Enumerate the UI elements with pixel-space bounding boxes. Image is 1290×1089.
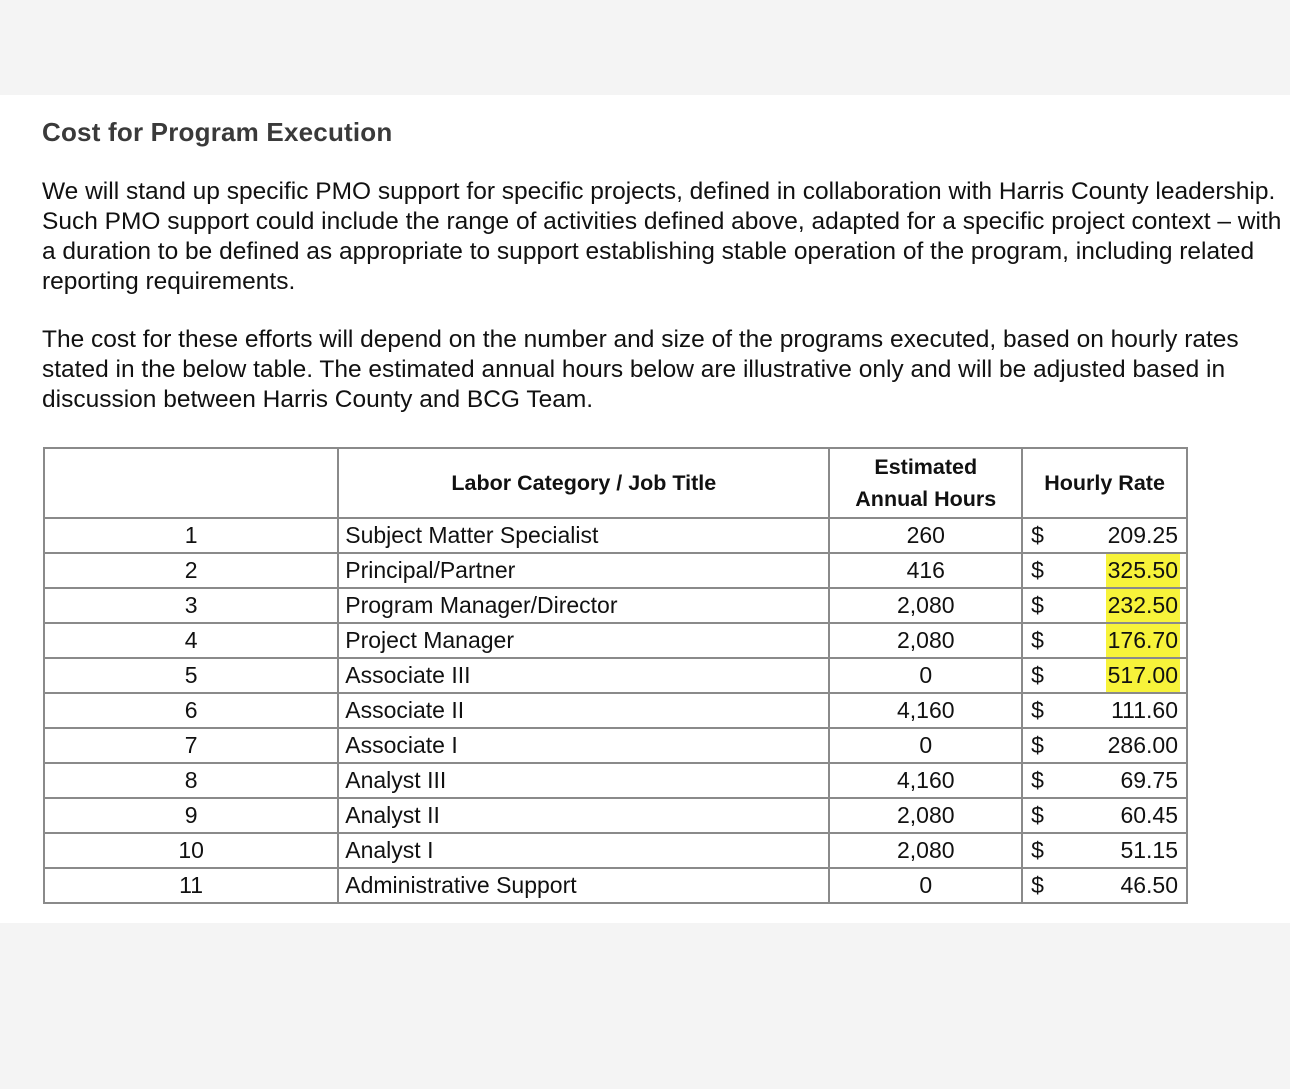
highlighted-rate-amount: 176.70 [1106,624,1180,657]
job-title-cell: Associate III [338,658,829,693]
row-number: 4 [44,623,338,658]
table-row [44,588,1187,623]
row-number: 5 [44,658,338,693]
annual-hours-cell: 0 [829,658,1022,693]
table-row [44,693,1187,728]
hourly-rate-cell [1022,588,1187,623]
currency-symbol: $ [1031,802,1044,828]
row-number: 10 [44,833,338,868]
intro-paragraph: We will stand up specific PMO support for specific projects, defined in collaboration with Harris County leadership. Such PMO support could include the range of activities defined above, adapted for a specific project context – with a duration to be defined as appropriate to support establishing stable operation of the program, including related reporting requirements. [42,178,1282,295]
hourly-rate-cell [1022,553,1187,588]
row-number: 3 [44,588,338,623]
row-number: 7 [44,728,338,763]
row-number: 6 [44,693,338,728]
hourly-rate-cell [1022,868,1187,903]
job-title-cell: Principal/Partner [338,553,829,588]
annual-hours-cell: 416 [829,553,1022,588]
currency-symbol: $ [1031,697,1044,723]
hourly-rate-cell [1022,658,1187,693]
annual-hours-cell: 2,080 [829,623,1022,658]
annual-hours-cell: 260 [829,518,1022,553]
annual-hours-cell: 4,160 [829,693,1022,728]
currency-symbol: $ [1031,767,1044,793]
rate-amount: 209.25 [1107,522,1178,548]
currency-symbol: $ [1031,872,1044,898]
table-row [44,728,1187,763]
currency-symbol: $ [1031,662,1044,688]
job-title-cell: Associate I [338,728,829,763]
job-title-cell: Analyst I [338,833,829,868]
cost-paragraph: The cost for these efforts will depend on the number and size of the programs executed, based on hourly rates stated in the below table. The estimated annual hours below are illustrative only and will be adjusted based in discussion between Harris County and BCG Team. [42,326,1239,413]
annual-hours-cell: 0 [829,868,1022,903]
job-title-cell: Program Manager/Director [338,588,829,623]
table-row [44,763,1187,798]
hourly-rate-cell [1022,728,1187,763]
currency-symbol: $ [1031,592,1044,618]
number-column-header [44,448,338,518]
row-number: 8 [44,763,338,798]
job-title-cell: Analyst II [338,798,829,833]
highlighted-rate-amount: 325.50 [1106,554,1180,587]
job-title-cell: Project Manager [338,623,829,658]
rate-amount: 60.45 [1120,802,1178,828]
hourly-rate-column-header: Hourly Rate [1022,448,1187,518]
row-number: 11 [44,868,338,903]
annual-hours-cell: 2,080 [829,798,1022,833]
section-heading: Cost for Program Execution [42,117,393,147]
table-row [44,518,1187,553]
highlighted-rate-amount: 517.00 [1106,659,1180,692]
hourly-rate-cell [1022,693,1187,728]
currency-symbol: $ [1031,627,1044,653]
rate-amount: 46.50 [1120,872,1178,898]
hourly-rate-cell [1022,798,1187,833]
rate-amount: 111.60 [1111,697,1178,723]
annual-hours-cell: 4,160 [829,763,1022,798]
annual-hours-cell: 2,080 [829,588,1022,623]
table-header-row [44,448,1187,518]
annual-hours-column-header: Estimated Annual Hours [829,448,1022,518]
hourly-rate-cell [1022,833,1187,868]
table-row [44,798,1187,833]
currency-symbol: $ [1031,557,1044,583]
document-page [0,95,1290,923]
job-title-cell: Analyst III [338,763,829,798]
table-row [44,658,1187,693]
annual-hours-cell: 0 [829,728,1022,763]
currency-symbol: $ [1031,837,1044,863]
rates-table [43,447,1188,904]
job-title-column-header: Labor Category / Job Title [338,448,829,518]
job-title-cell: Administrative Support [338,868,829,903]
row-number: 1 [44,518,338,553]
rate-amount: 51.15 [1120,837,1178,863]
table-row [44,553,1187,588]
row-number: 9 [44,798,338,833]
hourly-rate-cell [1022,623,1187,658]
job-title-cell: Subject Matter Specialist [338,518,829,553]
currency-symbol: $ [1031,522,1044,548]
hourly-rate-cell [1022,518,1187,553]
table-row [44,833,1187,868]
annual-hours-cell: 2,080 [829,833,1022,868]
rate-amount: 286.00 [1107,732,1178,758]
table-row [44,868,1187,903]
table-body [44,518,1187,903]
currency-symbol: $ [1031,732,1044,758]
row-number: 2 [44,553,338,588]
rate-amount: 69.75 [1120,767,1178,793]
job-title-cell: Associate II [338,693,829,728]
highlighted-rate-amount: 232.50 [1106,589,1180,622]
hourly-rate-cell [1022,763,1187,798]
table-row [44,623,1187,658]
